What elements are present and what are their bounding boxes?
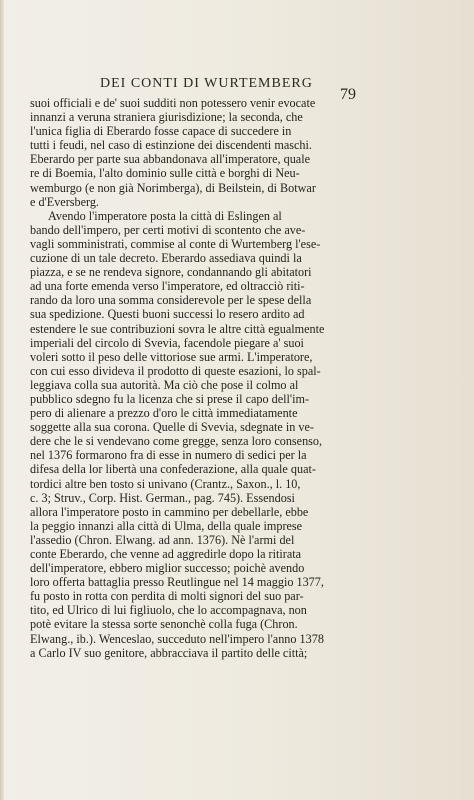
text-line: tito, ed Ulrico di lui figliuolo, che lo accompagnava, non <box>30 603 307 618</box>
text-line: estendere le sue contribuzioni sovra le altre città egualmente <box>30 321 325 336</box>
text-line: innanzi a veruna straniera giurisdizione; la seconda, che <box>30 110 303 125</box>
text-line: pero di alienare a prezzo d'oro le città immediatamente <box>30 406 298 421</box>
text-line: tordici altre ben tosto si univano (Crantz., Saxon., l. 10, <box>30 476 301 491</box>
text-line: re di Boemia, l'alto dominio sulle città e borghi di Neu- <box>30 166 300 181</box>
text-line: con cui esso divideva il prodotto di queste esazioni, lo spal- <box>30 363 321 378</box>
text-line: cuzione di un tale decreto. Eberardo assediava quindi la <box>30 251 302 266</box>
text-line: fu posto in rotta con perdita di molti signori del suo par- <box>30 589 304 604</box>
text-line: bando dell'impero, per certi motivi di scontento che ave- <box>30 222 306 237</box>
text-line: loro offerta battaglia presso Reutlingue nel 14 maggio 1377, <box>30 575 324 590</box>
text-line: vagli somministrati, commise al conte di Wurtemberg l'ese- <box>30 236 321 251</box>
text-line: dere che le si vendevano come gregge, senza loro consenso, <box>30 434 323 449</box>
text-line: conte Eberardo, che venne ad aggredirle dopo la ritirata <box>30 547 302 561</box>
text-line: difesa della lor libertà una confederazione, alla quale quat- <box>30 462 316 477</box>
text-line: potè evitare la stessa sorte senonchè colla fuga (Chron. <box>30 617 298 632</box>
body-text <box>30 96 365 660</box>
page-edge <box>0 0 4 800</box>
text-line: Eberardo per parte sua abbandonava all'imperatore, quale <box>30 152 311 167</box>
text-line: ad una forte emenda verso l'imperatore, ed oltracciò riti- <box>30 279 305 294</box>
text-line: e d'Eversberg. <box>30 194 99 209</box>
text-line: tutti i feudi, nel caso di estinzione dei discendenti maschi. <box>30 138 312 153</box>
text-line: voleri sotto il peso delle vittoriose sue armi. L'imperatore, <box>30 349 313 364</box>
text-line: soggette alla sua corona. Quelle di Svevia, sdegnate in ve- <box>30 420 314 435</box>
text-line: dell'imperatore, ebbero miglior successo; poichè avendo <box>30 561 305 576</box>
text-line: nel 1376 formarono fra di esse in numero di sedici per la <box>30 448 307 463</box>
text-line: wemburgo (e non già Norimberga), di Beilstein, di Botwar <box>30 180 316 195</box>
text-line: c. 3; Struv., Corp. Hist. German., pag. 745). Essendosi <box>30 490 295 505</box>
text-line: sua spedizione. Questi buoni successi lo resero ardito ad <box>30 307 305 322</box>
text-line: leggiava colla sua autorità. Ma ciò che pose il colmo al <box>30 377 299 392</box>
text-line: pubblico sdegno fu la licenza che si prese il capo dell'im- <box>30 391 310 406</box>
text-line: piazza, e se ne rendeva signore, condannando gli abitatori <box>30 265 312 280</box>
text-line: l'unica figlia di Eberardo fosse capace di succedere in <box>30 124 292 139</box>
text-line: a Carlo IV suo genitore, abbracciava il partito delle città; <box>30 645 308 660</box>
text-line: imperiali del circolo di Svevia, facendole piegare a' suoi <box>30 335 304 350</box>
running-header: DEI CONTI DI WURTEMBERG <box>100 76 313 91</box>
text-line: suoi officiali e de' suoi sudditi non potessero venir evocate <box>30 96 316 110</box>
text-line: rando da loro una somma considerevole per le spese della <box>30 293 312 308</box>
text-line: l'assedio (Chron. Elwang. ad ann. 1376). Nè l'armi del <box>30 532 295 547</box>
page-number: 79 <box>340 86 356 103</box>
text-line: allora l'imperatore posto in cammino per debellarle, ebbe <box>30 504 309 519</box>
text-line: Elwang., ib.). Wenceslao, succeduto nell'impero l'anno 1378 <box>30 631 324 646</box>
text-line: la peggio innanzi alla città di Ulma, della quale imprese <box>30 518 303 533</box>
text-line: Avendo l'imperatore posta la città di Eslingen al <box>48 208 282 223</box>
